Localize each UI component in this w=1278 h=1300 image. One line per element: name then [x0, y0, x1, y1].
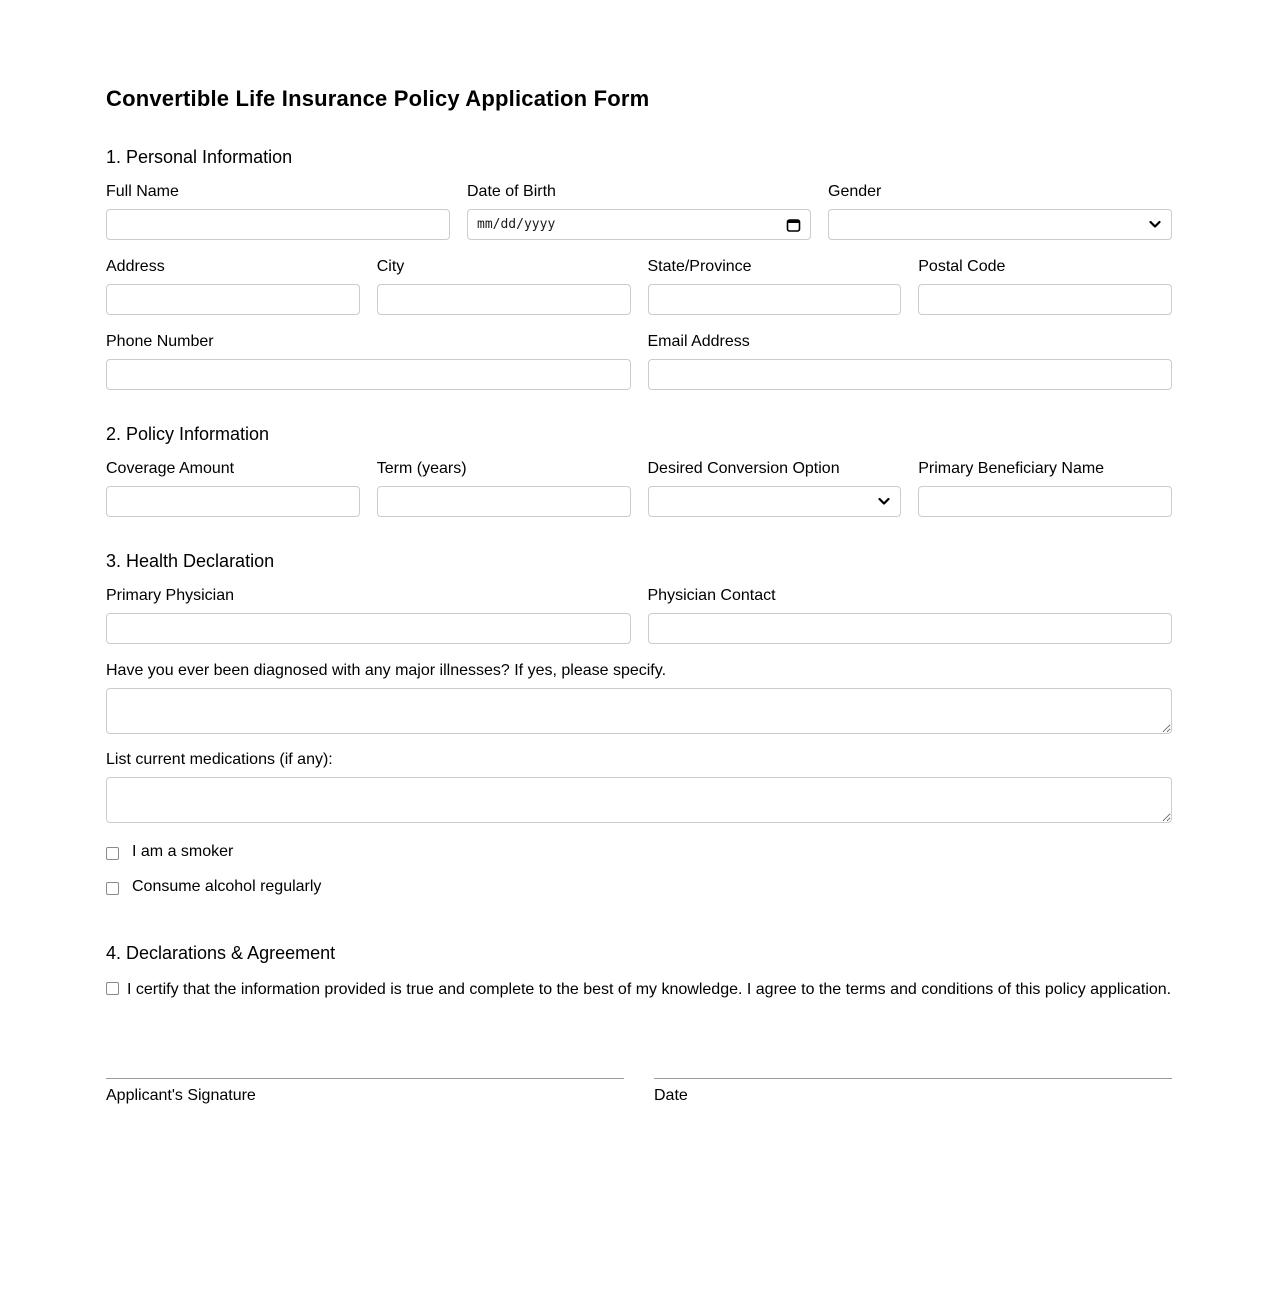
section-heading-personal: 1. Personal Information [106, 147, 293, 167]
section-heading-declarations: 4. Declarations & Agreement [106, 943, 336, 963]
postal-code-label: Postal Code [918, 258, 1006, 275]
personal-row-1 [106, 182, 1172, 240]
health-row-1 [106, 586, 1172, 644]
alcohol-checkbox-label: Consume alcohol regularly [132, 878, 322, 895]
field-email-address [648, 332, 1173, 390]
field-major-illnesses [106, 661, 1172, 734]
beneficiary-name-input[interactable] [918, 486, 1172, 517]
full-name-input[interactable] [106, 209, 450, 240]
conversion-option-label: Desired Conversion Option [647, 460, 840, 477]
current-medications-textarea[interactable] [106, 777, 1172, 823]
field-conversion-option [648, 459, 902, 517]
address-input[interactable] [106, 284, 360, 315]
field-physician-contact [648, 586, 1173, 644]
physician-contact-label: Physician Contact [647, 587, 776, 604]
field-postal-code [918, 257, 1172, 315]
field-beneficiary-name [918, 459, 1172, 517]
current-medications-label: List current medications (if any): [106, 751, 333, 768]
applicant-signature-label: Applicant's Signature [106, 1087, 256, 1104]
address-label: Address [106, 258, 165, 275]
coverage-amount-input[interactable] [106, 486, 360, 517]
state-province-label: State/Province [647, 258, 752, 275]
term-years-label: Term (years) [376, 460, 467, 477]
email-address-label: Email Address [647, 333, 750, 350]
smoker-checkbox-label: I am a smoker [132, 843, 234, 860]
date-signature-block [654, 1078, 1172, 1105]
date-of-birth-input[interactable] [467, 209, 811, 240]
conversion-option-select[interactable] [648, 486, 902, 517]
smoker-checkbox[interactable] [106, 847, 119, 860]
field-current-medications [106, 750, 1172, 823]
applicant-signature-block [106, 1078, 624, 1105]
application-form [106, 0, 1172, 1105]
primary-physician-input[interactable] [106, 613, 631, 644]
section-heading-policy: 2. Policy Information [106, 424, 270, 444]
certify-checkbox-label: I certify that the information provided is true and complete to the best of my knowledge. I agree to the terms and conditions of this policy application. [127, 981, 1172, 998]
field-primary-physician [106, 586, 631, 644]
certify-checkbox[interactable] [106, 982, 119, 995]
personal-row-3 [106, 332, 1172, 390]
phone-number-input[interactable] [106, 359, 631, 390]
signature-date-label: Date [654, 1087, 688, 1104]
field-gender [828, 182, 1172, 240]
field-phone-number [106, 332, 631, 390]
city-input[interactable] [377, 284, 631, 315]
field-coverage-amount [106, 459, 360, 517]
beneficiary-name-label: Primary Beneficiary Name [918, 460, 1105, 477]
state-province-input[interactable] [648, 284, 902, 315]
gender-label: Gender [828, 183, 882, 200]
term-years-input[interactable] [377, 486, 631, 517]
major-illnesses-textarea[interactable] [106, 688, 1172, 734]
page-title: Convertible Life Insurance Policy Application Form [106, 86, 650, 111]
field-date-of-birth [467, 182, 811, 240]
date-of-birth-wrap [467, 209, 811, 240]
coverage-amount-label: Coverage Amount [106, 460, 235, 477]
field-term-years [377, 459, 631, 517]
gender-wrap [828, 209, 1172, 240]
full-name-label: Full Name [106, 183, 179, 200]
alcohol-checkbox-row [106, 877, 1172, 897]
date-of-birth-label: Date of Birth [467, 183, 556, 200]
primary-physician-label: Primary Physician [106, 587, 235, 604]
section-heading-health: 3. Health Declaration [106, 551, 275, 571]
certify-checkbox-row [106, 980, 1172, 999]
gender-select[interactable] [828, 209, 1172, 240]
field-full-name [106, 182, 450, 240]
phone-number-label: Phone Number [106, 333, 214, 350]
smoker-checkbox-row [106, 842, 1172, 862]
field-address [106, 257, 360, 315]
city-label: City [376, 258, 405, 275]
major-illnesses-label: Have you ever been diagnosed with any major illnesses? If yes, please specify. [106, 662, 667, 679]
conversion-option-wrap [648, 486, 902, 517]
policy-row-1 [106, 459, 1172, 517]
signature-row [106, 1078, 1172, 1105]
personal-row-2 [106, 257, 1172, 315]
field-state-province [648, 257, 902, 315]
physician-contact-input[interactable] [648, 613, 1173, 644]
alcohol-checkbox[interactable] [106, 882, 119, 895]
postal-code-input[interactable] [918, 284, 1172, 315]
field-city [377, 257, 631, 315]
email-address-input[interactable] [648, 359, 1173, 390]
